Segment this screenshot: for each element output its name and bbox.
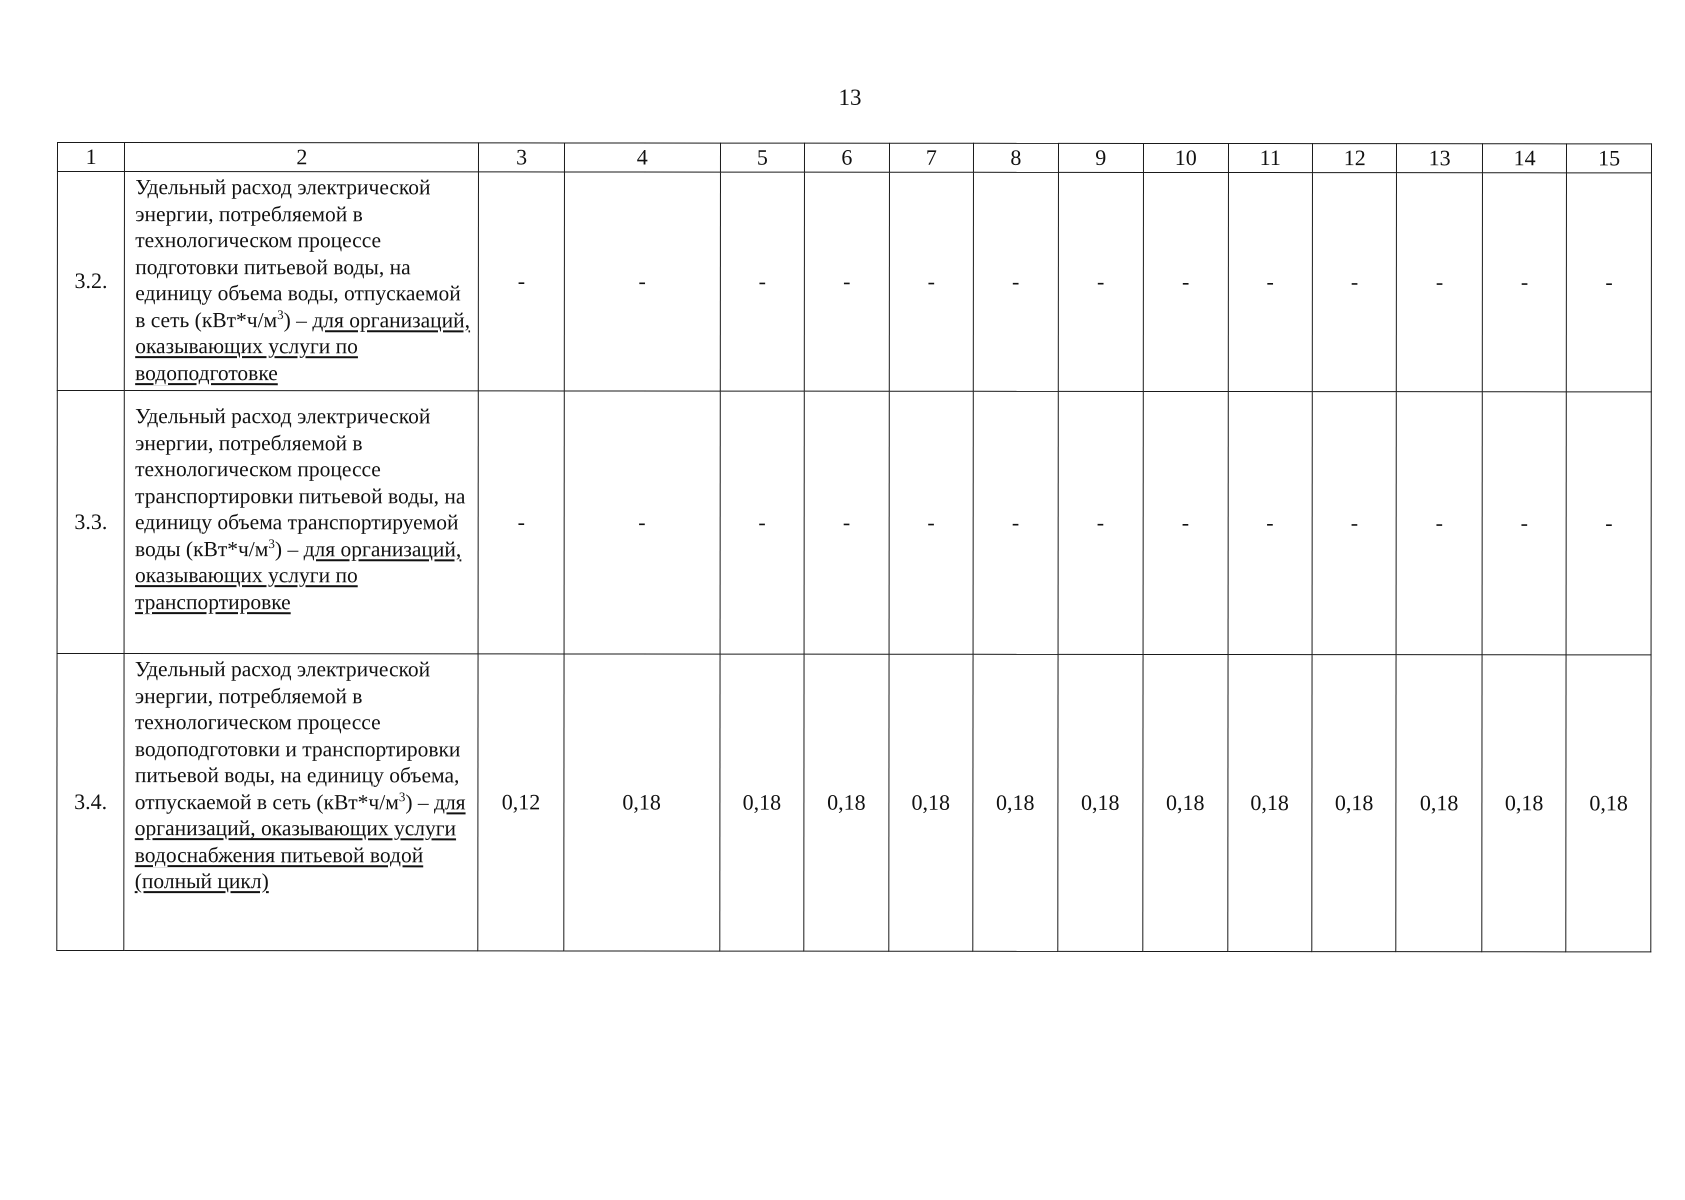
column-header: 10 — [1144, 143, 1228, 172]
superscript: 3 — [277, 306, 284, 322]
value-cell: - — [1228, 173, 1313, 392]
superscript: 3 — [398, 788, 406, 804]
description-underlined: для организаций, оказывающих услуги по водоподготовке — [135, 307, 471, 385]
column-header: 12 — [1312, 144, 1396, 173]
description-text-after: ) – — [405, 789, 429, 814]
row-number: 3.4. — [57, 654, 125, 951]
value-cell: 0,18 — [1396, 655, 1482, 952]
value-cell: - — [1312, 173, 1397, 392]
column-number-header-row — [57, 143, 1651, 173]
column-header: 14 — [1482, 144, 1566, 173]
value-cell: - — [1058, 391, 1144, 654]
column-header: 9 — [1058, 143, 1143, 172]
value-cell: - — [1143, 391, 1228, 654]
value-cell: 0,18 — [719, 654, 804, 951]
description-text-after: ) – — [274, 536, 299, 561]
value-cell: 0,18 — [1482, 655, 1567, 952]
column-header: 5 — [720, 143, 804, 172]
description-underlined: для организаций, оказывающих услуги водоснабжения питьевой водой (полный цикл) — [134, 789, 466, 894]
column-header: 3 — [479, 143, 564, 172]
row-description — [125, 172, 479, 391]
value-cell: - — [1397, 392, 1483, 655]
description-text: Удельный расход электрической энергии, потребляемой в технологическом процессе водоподготовки и транспортировки питьевой воды, на единицу объема, отпускаемой в сеть (кВт*ч/м — [134, 657, 461, 814]
page-number: 13 — [838, 85, 862, 110]
description-text-after: ) – — [283, 307, 307, 332]
value-cell: - — [1228, 392, 1313, 655]
value-cell: 0,18 — [1312, 655, 1397, 952]
table-row — [57, 654, 1651, 952]
value-cell: - — [1143, 172, 1228, 391]
table-row — [57, 172, 1651, 392]
indicators-table — [56, 142, 1652, 952]
value-cell: 0,18 — [1057, 654, 1143, 951]
row-description — [124, 391, 478, 654]
value-cell: - — [889, 391, 974, 654]
column-header: 7 — [889, 143, 973, 172]
value-cell: - — [804, 391, 889, 654]
column-header: 11 — [1228, 144, 1312, 173]
description-underlined: для организаций, оказывающих услуги по транспортировке — [134, 536, 462, 614]
value-cell: - — [564, 172, 720, 391]
column-header: 1 — [57, 143, 124, 172]
description-text: Удельный расход электрической энергии, потребляемой в технологическом процессе подготовки питьевой воды, на единицу объема воды, отпускаемой в сеть (кВт*ч/м — [135, 175, 461, 332]
value-cell: 0,18 — [888, 654, 973, 951]
value-cell: 0,18 — [1143, 654, 1228, 951]
table-row — [57, 391, 1651, 655]
column-header: 13 — [1397, 144, 1482, 173]
value-cell: - — [1482, 173, 1567, 392]
value-cell: 0,12 — [478, 654, 564, 951]
value-cell: - — [1058, 172, 1144, 391]
value-cell: - — [1567, 173, 1652, 392]
row-number: 3.3. — [57, 391, 125, 654]
value-cell: - — [479, 172, 565, 391]
value-cell: 0,18 — [973, 654, 1058, 951]
value-cell: - — [1482, 392, 1567, 655]
value-cell: - — [720, 391, 805, 654]
column-header: 15 — [1567, 144, 1652, 173]
value-cell: 0,18 — [564, 654, 720, 951]
column-header: 6 — [805, 143, 889, 172]
value-cell: - — [478, 391, 564, 654]
column-header: 8 — [974, 143, 1058, 172]
value-cell: - — [973, 172, 1058, 391]
row-description — [124, 654, 478, 951]
superscript: 3 — [268, 535, 275, 551]
value-cell: 0,18 — [1227, 655, 1312, 952]
value-cell: - — [720, 172, 805, 391]
column-header: 4 — [564, 143, 720, 172]
value-cell: 0,18 — [1566, 655, 1651, 952]
value-cell: - — [564, 391, 720, 654]
row-number: 3.2. — [57, 172, 125, 391]
value-cell: - — [1397, 173, 1483, 392]
column-header: 2 — [125, 143, 479, 172]
value-cell: - — [804, 172, 889, 391]
value-cell: - — [1312, 392, 1397, 655]
value-cell: - — [973, 391, 1058, 654]
value-cell: - — [889, 172, 974, 391]
value-cell: - — [1566, 392, 1651, 655]
value-cell: 0,18 — [804, 654, 889, 951]
description-text: Удельный расход электрической энергии, потребляемой в технологическом процессе транспортировки питьевой воды, на единицу объема транспортируемой воды (кВт*ч/м — [135, 404, 466, 561]
